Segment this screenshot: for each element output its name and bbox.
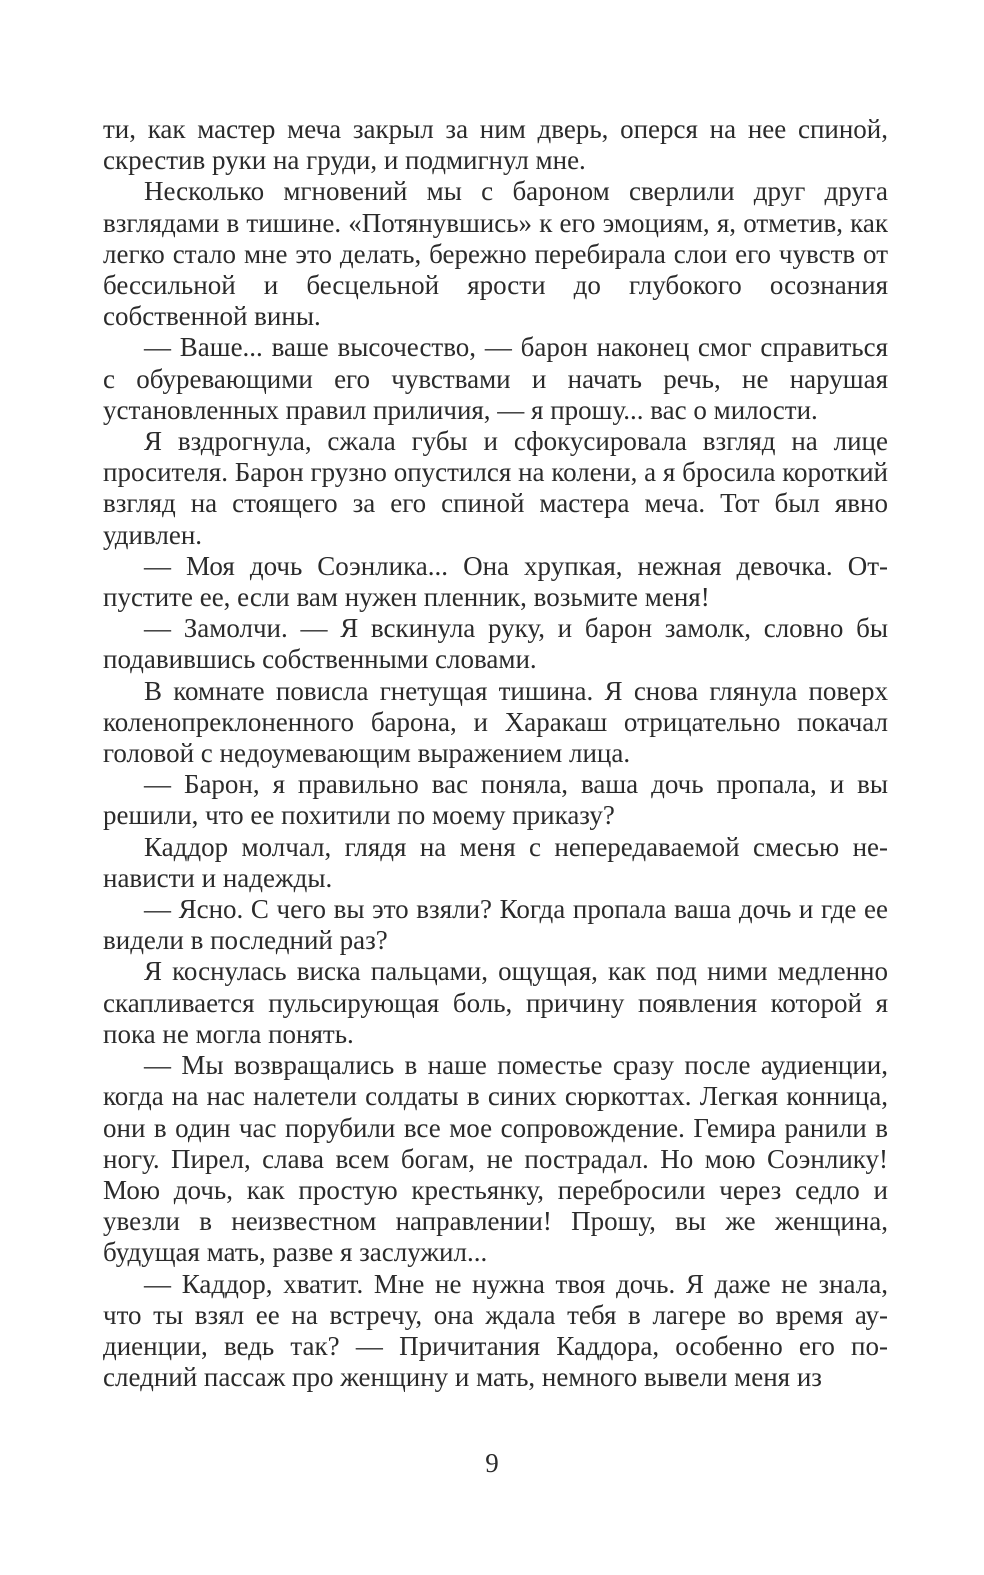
book-page-text xyxy=(103,114,888,1393)
paragraph-continuation: ти, как мастер меча закрыл за ним дверь, оперся на нее спиной, скрестив руки на груди, и подмигнул мне. xyxy=(103,114,888,176)
dialogue-paragraph: — Каддор, хватит. Мне не нужна твоя дочь. Я даже не знала, что ты взял ее на встречу, она ждала тебя в лагере во время аудиенции, ведь так? — Причитания Каддора, особенно его последний пассаж про женщину и мать, немного вывели меня из xyxy=(103,1268,888,1393)
paragraph: В комнате повисла гнетущая тишина. Я снова глянула поверх коленопреклоненного барона, и Харакаш отрицательно покачал головой с недоумевающим выражением лица. xyxy=(103,675,888,769)
dialogue-paragraph: — Барон, я правильно вас поняла, ваша дочь пропала, и вы решили, что ее похитили по моему приказу? xyxy=(103,769,888,831)
dialogue-paragraph: — Моя дочь Соэнлика... Она хрупкая, нежная девочка. Отпустите ее, если вам нужен пленник, возьмите меня! xyxy=(103,550,888,613)
dialogue-paragraph: — Мы возвращались в наше поместье сразу после аудиенции, когда на нас налетели солдаты в синих сюркоттах. Легкая конница, они в один час порубили все мое сопровождение. Гемира ранили в ногу. Пирел, слава всем богам, не пострадал. Но мою Соэнлику! Мою дочь, как простую крестьянку, перебросили через седло и увезли в неизвестном направлении! Прошу, вы же женщина, будущая мать, разве я заслужил... xyxy=(103,1050,888,1268)
paragraph: Я коснулась виска пальцами, ощущая, как под ними медленно скапливается пульсирующая боль, причину появления которой я пока не могла понять. xyxy=(103,956,888,1049)
paragraph: Я вздрогнула, сжала губы и сфокусировала взгляд на лице просителя. Барон грузно опустился на колени, а я бросила короткий взгляд на стоящего за его спиной мастера меча. Тот был явно удивлен. xyxy=(103,426,888,550)
paragraph: Несколько мгновений мы с бароном сверлили друг друга взглядами в тишине. «Потянувшись» к его эмоциям, я, отметив, как легко стало мне это делать, бережно перебирала слои его чувств от бессильной и бесцельной ярости до глубокого осознания собственной вины. xyxy=(103,176,888,332)
paragraph: Каддор молчал, глядя на меня с непередаваемой смесью ненависти и надежды. xyxy=(103,831,888,893)
page-number: 9 xyxy=(485,1448,499,1478)
dialogue-paragraph: — Замолчи. — Я вскинула руку, и барон замолк, словно бы подавившись собственными словами. xyxy=(103,613,888,675)
dialogue-paragraph: — Ясно. С чего вы это взяли? Когда пропала ваша дочь и где ее видели в последний раз? xyxy=(103,894,888,956)
dialogue-paragraph: — Ваше... ваше высочество, — барон наконец смог справиться с обуревающими его чувствами и начать речь, не нарушая установленных правил приличия, — я прошу... вас о милости. xyxy=(103,332,888,425)
